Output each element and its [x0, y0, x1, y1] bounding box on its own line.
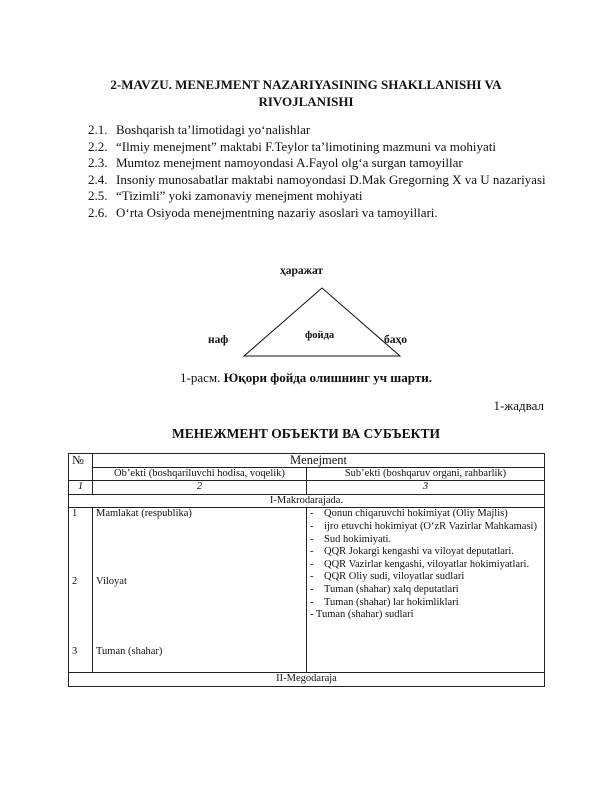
topic-item: 2.2. “Ilmiy menejment” maktabi F.Teylor ta’limotining mazmuni va mohiyati — [88, 138, 497, 154]
table-subheader-row — [69, 467, 545, 481]
column-number-row — [69, 481, 545, 495]
page-title — [60, 76, 552, 110]
object-cell: Mamlakat (respublika) — [96, 508, 192, 520]
title-line-1: 2-MAVZU. MENEJMENT NAZARIYASINING SHAKLLANISHI VA — [110, 77, 502, 92]
triangle-shape — [244, 288, 400, 356]
col-num-3: 3 — [307, 481, 545, 495]
table-header-row — [69, 454, 545, 468]
list-item: - QQR Oliy sudi, viloyatlar sudlari — [310, 571, 465, 583]
row-numbers — [69, 508, 93, 673]
list-item: - Tuman (shahar) lar hokimliklari — [310, 596, 459, 608]
list-item: - QQR Vazirlar kengashi, viloyatlar hokimiyatlari. — [310, 558, 530, 570]
list-item: - Qonun chiqaruvchi hokimiyat (Oliy Majlis) — [310, 508, 508, 520]
top-vertex-label: ҳаражат — [280, 265, 324, 277]
row-num: 1 — [72, 508, 78, 520]
object-cell: Viloyat — [96, 576, 127, 588]
list-item-last: - Tuman (shahar) sudlari — [310, 609, 414, 621]
center-label: фойда — [305, 330, 335, 341]
section-mega: II-Megodaraja — [69, 673, 545, 687]
figure-caption — [0, 370, 612, 386]
caption-text: Юқори фойда олишнинг уч шарти. — [223, 370, 432, 385]
row-num: 3 — [72, 646, 78, 658]
row-num: 2 — [72, 576, 78, 588]
topic-item: 2.5. “Tizimli” yoki zamonaviy menejment mohiyati — [88, 188, 363, 204]
section-row — [69, 673, 545, 687]
list-item: - Sud hokimiyati. — [310, 533, 392, 545]
right-vertex-label: баҳо — [384, 334, 407, 346]
left-vertex-label: наф — [208, 334, 229, 346]
header-menejment: Menejment — [93, 454, 545, 468]
management-table — [68, 453, 545, 687]
topic-list — [88, 122, 550, 222]
triangle-figure — [0, 258, 612, 368]
header-num: № — [69, 454, 93, 481]
header-subject: Sub’ekti (boshqaruv organi, rahbarlik) — [307, 467, 545, 481]
caption-prefix: 1-расм. — [180, 370, 221, 385]
table-row — [69, 508, 545, 673]
section-macro: I-Makrodarajada. — [69, 494, 545, 508]
list-item: - ijro etuvchi hokimiyat (O‘zR Vazirlar Mahkamasi) — [310, 520, 537, 532]
table-number: 1-жадвал — [493, 398, 544, 413]
subject-list — [307, 508, 545, 673]
topic-item: 2.4. Insoniy munosabatlar maktabi namoyondasi D.Mak Gregorning X va U nazariyasi — [88, 171, 546, 187]
row-objects — [93, 508, 307, 673]
list-item: - Tuman (shahar) xalq deputatlari — [310, 583, 459, 595]
section-row — [69, 494, 545, 508]
title-line-2: RIVOJLANISHI — [258, 94, 354, 109]
topic-item: 2.6. O‘rta Osiyoda menejmentning nazariy asoslari va tamoyillari. — [88, 204, 438, 220]
object-cell: Tuman (shahar) — [96, 646, 163, 658]
topic-item: 2.3. Mumtoz menejment namoyondasi A.Fayol olg‘a surgan tamoyillar — [88, 155, 463, 171]
table-title: МЕНЕЖМЕНТ ОБЪЕКТИ ВА СУБЪЕКТИ — [172, 426, 440, 441]
header-object: Ob’ekti (boshqariluvchi hodisa, voqelik) — [93, 467, 307, 481]
list-item: - QQR Jokargi kengashi va viloyat deputatlari. — [310, 546, 514, 558]
col-num-1: 1 — [69, 481, 93, 495]
col-num-2: 2 — [93, 481, 307, 495]
topic-item: 2.1. Boshqarish ta’limotidagi yo‘nalishlar — [88, 122, 311, 137]
